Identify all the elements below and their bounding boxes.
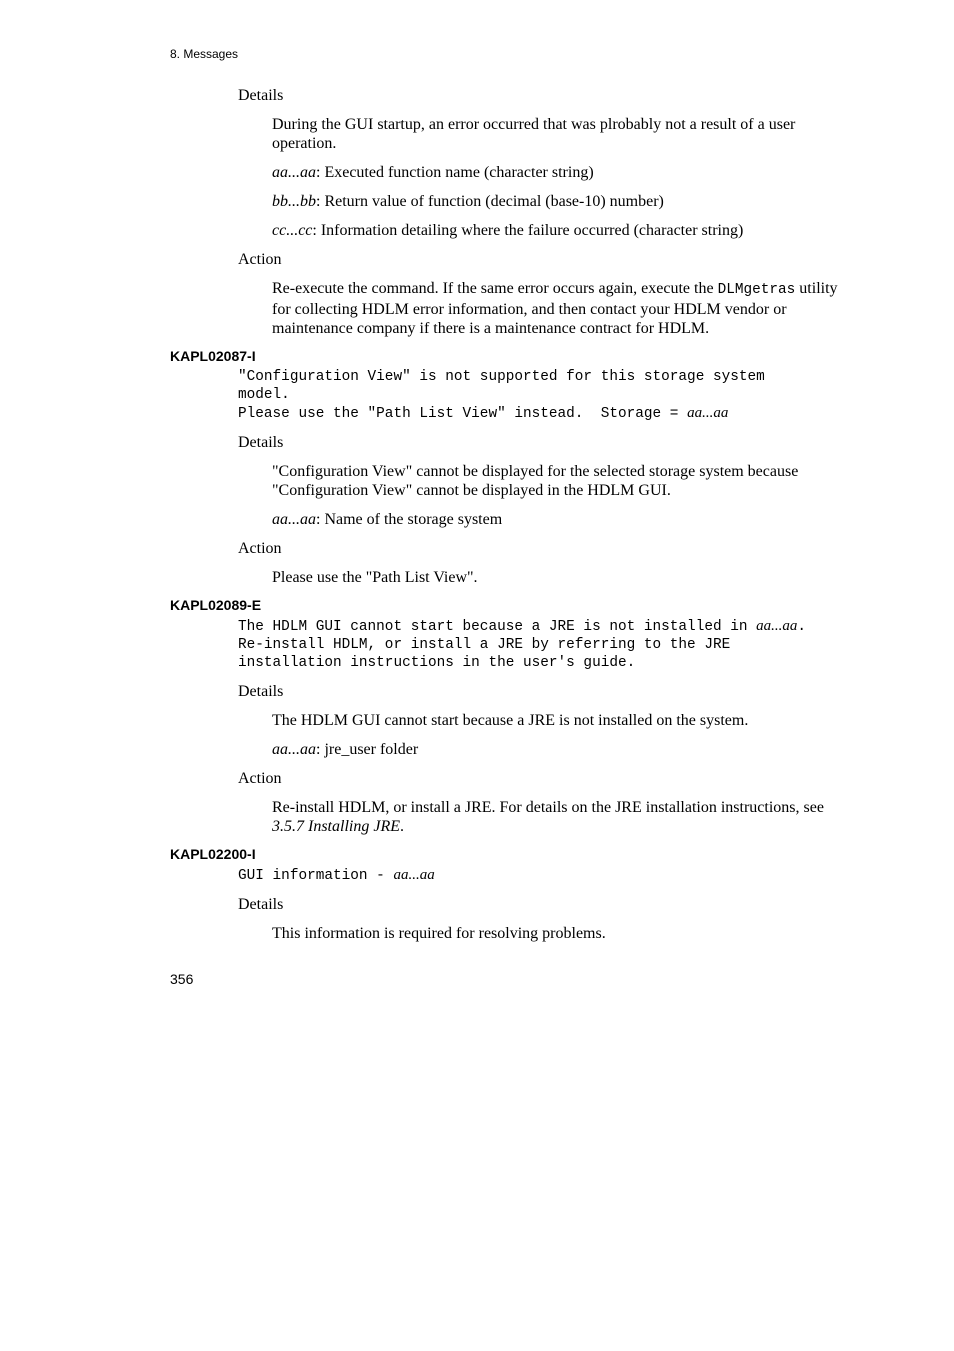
- command-name: DLMgetras: [717, 282, 796, 298]
- section-reference: 3.5.7 Installing JRE: [272, 818, 400, 835]
- running-header: 8. Messages: [170, 47, 239, 61]
- message-line: The HDLM GUI cannot start because a JRE is not installed in: [238, 619, 757, 635]
- message-line-end: .: [797, 619, 807, 635]
- param-aa: [272, 510, 840, 529]
- details-text: This information is required for resolving problems.: [272, 925, 606, 942]
- action-text-start: Re-execute the command. If the same error occurs again, execute the: [272, 280, 718, 297]
- param-desc: : Name of the storage system: [316, 511, 503, 528]
- action-text-start: Re-install HDLM, or install a JRE. For details on the JRE installation instructions, see: [272, 799, 824, 816]
- message-variable: aa...aa: [393, 867, 435, 883]
- message-text: [238, 866, 840, 885]
- param-desc: : Information detailing where the failure occurred (character string): [312, 222, 744, 239]
- param-var: aa...aa: [272, 164, 316, 181]
- action-text: Please use the "Path List View".: [272, 569, 478, 586]
- message-line: Please use the "Path List View" instead. Storage =: [238, 406, 688, 422]
- action-text-end: .: [399, 818, 404, 835]
- details-text: "Configuration View" cannot be displayed for the selected storage system because "Configuration View" cannot be displayed in the HDLM GUI.: [272, 463, 799, 499]
- message-line: installation instructions in the user's guide.: [238, 655, 636, 671]
- param-bb: [272, 192, 840, 211]
- param-desc: : jre_user folder: [316, 741, 419, 758]
- param-desc: : Executed function name (character string): [316, 164, 594, 181]
- message-line: GUI information -: [238, 868, 394, 884]
- param-cc: [272, 221, 840, 240]
- details-heading: Details: [238, 434, 284, 451]
- param-var: aa...aa: [272, 741, 316, 758]
- param-desc: : Return value of function (decimal (base-10) number): [316, 193, 664, 210]
- message-variable: aa...aa: [687, 405, 729, 421]
- action-heading: Action: [238, 770, 282, 787]
- param-aa: [272, 163, 840, 182]
- details-heading: Details: [238, 87, 284, 104]
- page-content: [170, 86, 840, 953]
- message-text: [238, 368, 840, 423]
- param-var: bb...bb: [272, 193, 316, 210]
- action-heading: Action: [238, 540, 282, 557]
- action-text: [272, 798, 840, 836]
- param-aa: [272, 740, 840, 759]
- details-heading: Details: [238, 683, 284, 700]
- details-text: During the GUI startup, an error occurred that was plrobably not a result of a user operation.: [272, 116, 796, 152]
- message-line: model.: [238, 387, 290, 403]
- action-text-end: utility for collecting HDLM error information, and then contact your HDLM vendor or maintenance company if there is a maintenance contract for HDLM.: [272, 280, 838, 337]
- param-var: aa...aa: [272, 511, 316, 528]
- message-line: "Configuration View" is not supported for this storage system: [238, 369, 765, 385]
- param-var: cc...cc: [272, 222, 313, 239]
- details-text: The HDLM GUI cannot start because a JRE is not installed on the system.: [272, 712, 749, 729]
- action-heading: Action: [238, 251, 282, 268]
- message-id: KAPL02089-E: [170, 597, 262, 613]
- message-id: KAPL02200-I: [170, 846, 256, 862]
- message-id: KAPL02087-I: [170, 348, 256, 364]
- message-variable: aa...aa: [756, 618, 798, 634]
- message-text: [238, 617, 840, 672]
- details-heading: Details: [238, 896, 284, 913]
- message-line: Re-install HDLM, or install a JRE by referring to the JRE: [238, 637, 731, 653]
- page-number: 356: [170, 971, 194, 987]
- action-text: [272, 279, 840, 338]
